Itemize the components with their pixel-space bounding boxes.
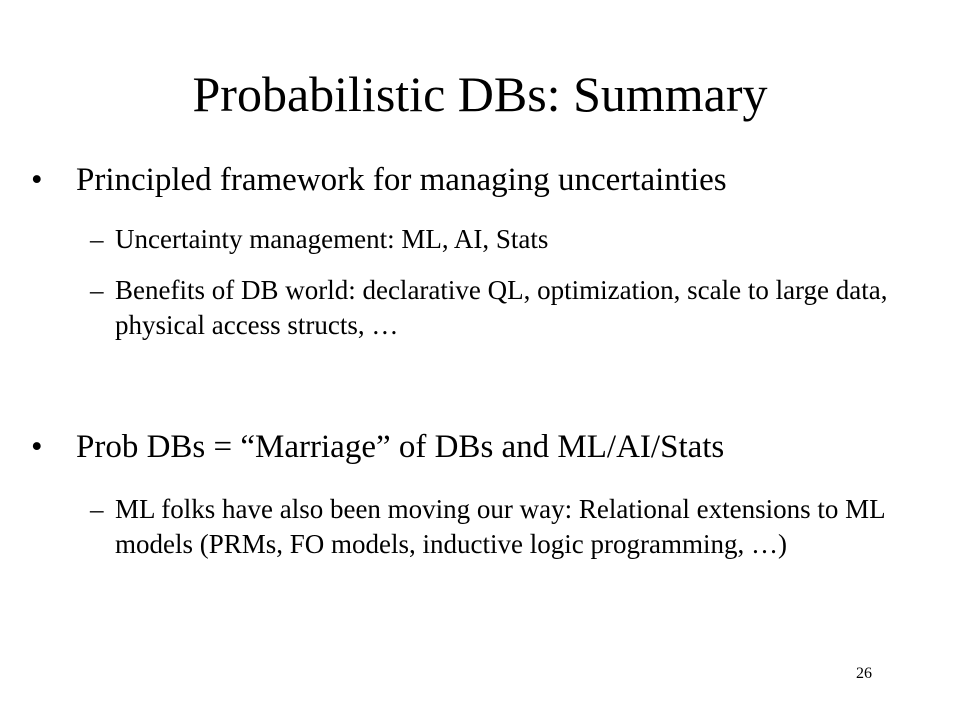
bullet-marker: •: [31, 162, 43, 198]
bullet-text: Principled framework for managing uncertainties: [76, 162, 727, 198]
dash-marker: –: [90, 275, 104, 305]
sub-bullet-item: [90, 492, 920, 562]
page-number: 26: [856, 665, 872, 682]
bullet-item: [27, 427, 724, 467]
bullet-item: [27, 160, 727, 200]
sub-bullet-item: [90, 273, 920, 343]
sub-bullet-item: [90, 222, 920, 257]
sub-bullet-text: Benefits of DB world: declarative QL, optimization, scale to large data, physical access structs, …: [115, 275, 888, 340]
bullet-text: Prob DBs = “Marriage” of DBs and ML/AI/Stats: [76, 429, 725, 465]
sub-bullet-text: Uncertainty management: ML, AI, Stats: [115, 224, 549, 254]
sub-bullet-text: ML folks have also been moving our way: Relational extensions to ML models (PRMs, FO models, inductive logic programming, …): [115, 494, 885, 559]
bullet-marker: •: [31, 429, 43, 465]
dash-marker: –: [90, 224, 104, 254]
dash-marker: –: [90, 494, 104, 524]
slide-title: Probabilistic DBs: Summary: [192, 66, 768, 122]
